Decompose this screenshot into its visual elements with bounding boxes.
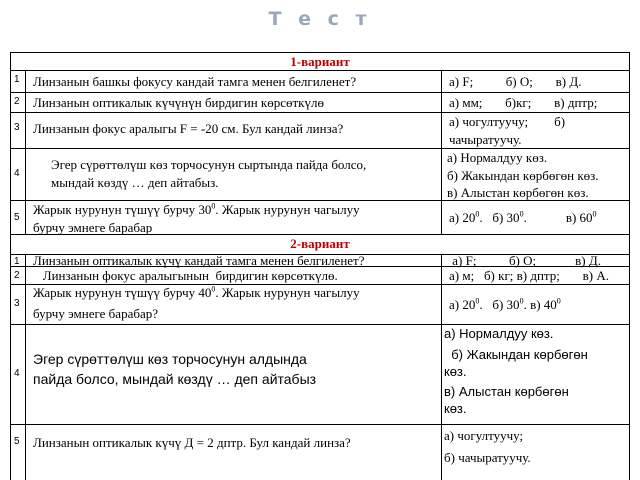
question-line: бурчу эмнеге барабар (33, 219, 153, 235)
answer-line: в) Алыстан көрбөгөн (444, 383, 569, 399)
answer-segment: а) 20 (449, 297, 476, 312)
table-border (11, 52, 629, 53)
answer-line: в) Алыстан көрбөгөн көз. (447, 185, 589, 201)
col-divider (441, 254, 442, 480)
row-number: 5 (14, 436, 20, 447)
question-segment: . Жарык нурунун чагылуу (215, 285, 360, 300)
answer-line: б) Жакындан көрбөгөн (444, 346, 588, 362)
question-segment: . Жарык нурунун чагылуу (215, 202, 360, 217)
row-divider (11, 70, 629, 71)
row-number: 2 (14, 270, 20, 281)
row-divider (11, 92, 629, 93)
row-number: 5 (14, 212, 20, 223)
row-number: 3 (14, 298, 20, 309)
row-number: 1 (14, 74, 20, 85)
degree-sup: 0 (211, 284, 216, 294)
col-divider (25, 254, 26, 480)
answer-segment: . в) 40 (523, 297, 557, 312)
degree-sup: 0 (211, 201, 216, 211)
answer-options (444, 425, 531, 469)
question-text (51, 156, 366, 191)
answer-segment: а) 20 (449, 210, 476, 225)
answer-segment: . б) 30 (479, 297, 520, 312)
answer-line: б) Жакындан көрбөгөн көз. (447, 167, 599, 183)
answer-options: а) F; б) O; в) Д. (449, 74, 582, 89)
answer-options (444, 326, 588, 417)
answer-segment: . б) 30 (479, 210, 520, 225)
question-line: Эгер сүрөттөлүш көз торчосунун сыртында пайда болсо, (51, 157, 367, 172)
question-text: Линзанын башкы фокусу кандай тамга менен белгиленет? (33, 74, 357, 89)
question-line: бурчу эмнеге барабар? (33, 305, 158, 321)
question-text: Линзанын фокус аралыгынын бирдигин көрсөткүлө. (33, 268, 338, 283)
question-text (33, 350, 316, 389)
degree-sup: 0 (556, 296, 561, 306)
answer-line: көз. (444, 363, 467, 379)
row-number: 1 (14, 256, 20, 267)
question-segment: Жарык нурунун түшүү бурчу 40 (33, 285, 212, 300)
row-number: 3 (14, 122, 20, 133)
col-divider (441, 70, 442, 234)
answer-line: а) Нормалдуу көз. (444, 326, 554, 341)
answer-options: а) мм; б)кг; в) дптр; (449, 95, 598, 110)
page-title: Т е с т (268, 8, 372, 30)
question-text: Линзанын оптикалык күчү Д = 2 дптр. Бул кандай линза? (33, 435, 351, 450)
col-divider (25, 70, 26, 234)
answer-options: а) F; б) O; в) Д. (449, 253, 601, 268)
degree-sup: 0 (592, 209, 597, 219)
row-number: 2 (14, 96, 20, 107)
question-text (33, 284, 360, 322)
answer-line: а) чогултуучу; (444, 428, 524, 443)
answer-line: б) чачыратуучу. (444, 450, 531, 466)
question-text: Линзанын оптикалык күчүнүн бирдигин көрсөткүлө (33, 95, 324, 110)
row-number: 4 (14, 368, 20, 379)
answer-options (449, 113, 565, 148)
degree-sup: 0 (519, 209, 524, 219)
question-line: пайда болсо, мындай көздү … деп айтабыз (33, 370, 317, 387)
question-text: Линзанын фокус аралыгы F = -20 см. Бул кандай линза? (33, 121, 344, 136)
degree-sup: 0 (475, 296, 480, 306)
answer-line: чачыратуучу. (449, 131, 522, 147)
row-divider (11, 424, 629, 425)
answer-options (449, 209, 597, 227)
row-divider (11, 324, 629, 325)
variant-2-heading: 2-вариант (290, 236, 350, 251)
degree-sup: 0 (475, 209, 480, 219)
answer-segment: . в) 60 (523, 210, 593, 225)
degree-sup: 0 (519, 296, 524, 306)
question-text (33, 201, 360, 236)
question-line: мындай көздү … деп айтабыз. (51, 174, 219, 190)
answer-line: а) Нормалдуу көз. (447, 150, 548, 165)
question-line: Эгер сүрөттөлүш көз торчосунун алдында (33, 351, 307, 367)
row-number: 4 (14, 168, 20, 179)
answer-options: а) м; б) кг; в) дптр; в) А. (449, 268, 609, 283)
test-table (10, 52, 630, 480)
question-segment: Жарык нурунун түшүү бурчу 30 (33, 202, 212, 217)
answer-options (447, 149, 599, 202)
variant-1-heading: 1-вариант (290, 54, 350, 69)
answer-line: а) чогултуучу; б) (449, 114, 566, 129)
question-text: Линзанын оптикалык күчү кандай тамга менен белгиленет? (33, 253, 365, 268)
answer-options (449, 296, 561, 314)
answer-line: көз. (444, 400, 467, 416)
